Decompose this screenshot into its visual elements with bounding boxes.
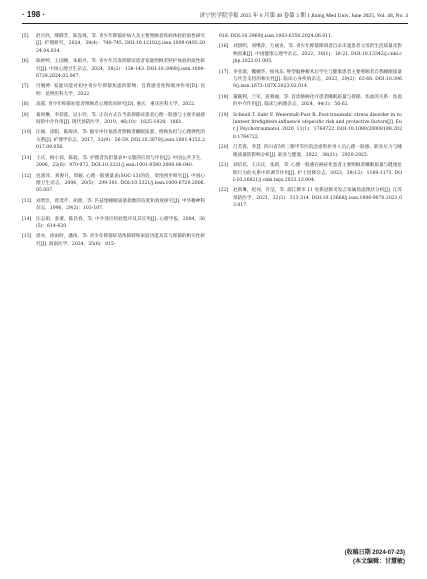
reference-number: [12]	[22, 173, 32, 179]
reference-text: 王庆，杨小琼，陈骁，等. 护理者负担量表中文版的应用与评价[J]. 中国公共卫生，2006，22(8)：970-972. DOI:10.3321/j.issn:1001-0580.2006.08.040.	[36, 155, 205, 169]
reference-text: 刘创明，刘继萍，万丽贞，等. 青少年抑郁障碍者自杀未遂患者父母的生活质量及影响因素[J]. 中国健康心理学杂志，2022，30(1)：18-21. DOI:10.13342/j.cnki.cjhp.2022.01.005.	[233, 44, 402, 65]
running-header	[22, 9, 408, 24]
reference-item	[22, 129, 205, 151]
reference-item	[219, 94, 402, 109]
reference-text: 葛珂琳，李彩莲，吴小玲，等. 正向方式在当前抑郁症患者心理一般感与主观幸福感间的中介作用[J]. 现代预防医学，2019，46(10)：1825-1828，1861.	[36, 112, 205, 126]
reference-item	[219, 187, 402, 209]
reference-text: 陈婷婷，王国刚，朱娟丹，等. 青少年首发抑郁症患者家庭照顾者照护体验的质性研究[J]. 中国心理卫生杂志，2024，38(2)：138-143. DOI:10.3969/j.issn.1000-6729.2024.02.007.	[36, 59, 205, 80]
reference-continuation: 818. DOI:10.3969/j.issn.1003-6350.2024.06.011.	[219, 34, 333, 39]
reference-number: [13]	[22, 198, 32, 204]
reference-text: 李亚珉，魏婉华，杨凤东. 脊型脑肿瘤术后学生与健康患者主要照顾者自我睡眠质量与社会支持的相关性[J]. 临床心身疾病杂志，2023，29(2)：63-66. DOI:10.3969/j.issn.1672-187X.2023.02.014.	[233, 69, 402, 90]
reference-text: 汪志娟，张蕾，陈昌春，等. 中介效应检验程序及其应用[J]. 心理学报，2004，36(5)：614-620.	[36, 216, 205, 229]
reference-item	[22, 173, 205, 195]
reference-item	[22, 233, 205, 248]
reference-number: [19]	[219, 112, 229, 118]
left-reference-column	[22, 33, 205, 251]
reference-number: [5]	[22, 34, 29, 39]
reference-number: [6]	[22, 59, 29, 65]
reference-text: 董颖利，兰军，蒋燕丽，等. 首诊肺癌化疗患者睡眠质量与抑郁、焦虑的关系：焦虑的中介作用[J]. 临床与病理杂志，2024，44(1)：56-62.	[233, 94, 402, 108]
reference-item	[22, 58, 205, 80]
reference-text: Schnell T, Suhr F, Weierstall-Pust R. Post-traumatic stress disorder in volunteer firefighters:influence ofspecific risk and protective factors[J]. Eur J Psychotraumatol, 2020, 11(1)：1764722. DOI:10.1080/20008198.2020.1764722.	[233, 112, 402, 140]
reference-text: 吕芙蓉，李慧. 四川省5所三级甲等医院急诊科医务人员心理一般感、职业压力与睡眠质量的影响分析[J]. 职业与健康，2022，38(21)：2920-2925.	[233, 145, 402, 158]
reference-text: 赵月欣，缪静芳，陈连珠，等. 青少年抑郁症病人及主要照顾者疾病体验的质性研究[J]. 护理研究，2024，38(4)：740-745. DOI:10.12102/j.issn.1009-6493.2024.04.034.	[36, 34, 205, 54]
reference-text: 高霞. 青少年抑郁症患者照顾者心理状况研究[D]. 重庆：重庆医科大学，2022.	[36, 102, 196, 108]
reference-number: [20]	[219, 145, 229, 151]
reference-item	[219, 112, 402, 142]
reference-text: 汪丽，徐阳，陈海涛，等. 脑卒中住福患者照顾者睡眠质量、照顾负担与心理弹性的关系[J]. 护理学杂志，2017，32(9)：56-59. DOI:10.3870/j.issn.1001-4152.2017.09.056.	[36, 130, 205, 151]
editor-line: (本文编辑：甘慧敏)	[353, 559, 405, 565]
reference-number: [9]	[22, 112, 29, 118]
page-number: · 198 ·	[22, 10, 46, 19]
reference-number: [17]	[219, 69, 229, 75]
reference-item	[22, 198, 205, 213]
reference-item	[219, 69, 402, 91]
reference-text: 赵新琳，赵何，许莹，等. 浦江佛市 11 处新冠肺炎发言家属焦虑现状分析[J]. 江苏预防医学，2021，32(3)：313-314. DOI:10.13668/j.issn.1006-9070.2021.03.017.	[233, 188, 402, 209]
reference-item	[22, 216, 205, 231]
right-reference-column	[219, 33, 402, 213]
reference-item	[22, 83, 205, 98]
reference-item	[22, 33, 205, 55]
reference-number: [18]	[219, 94, 229, 100]
reference-number: [7]	[22, 84, 29, 90]
reference-number: [21]	[219, 163, 229, 169]
reference-number: [10]	[22, 130, 32, 136]
reference-text: 唐亦，徐雨时，潘汤，等. 青少年抑郁症适体障碍和家庭功能及其与抑郁的相关性研究[J]. 海南医学，2024，35(6)：815-	[36, 234, 205, 247]
reference-item	[219, 43, 402, 65]
reference-number: [16]	[219, 44, 229, 50]
article-meta	[345, 549, 405, 567]
reference-item	[22, 101, 205, 108]
reference-text: 付婉婷. 家庭功能对初中青少年抑郁焦虑的影响：自我感受度和缓冲作用[D]. 昆明：昆明医科大学，2022.	[36, 84, 205, 97]
reference-number: [8]	[22, 102, 29, 108]
reference-item	[219, 144, 402, 159]
reference-item	[219, 162, 402, 184]
received-date: (收稿日期 2024-07-23)	[344, 550, 405, 556]
reference-text: 包蕾萍，刘俊升，周颖. 心理一般感量表(SOC-13)的信、效度初步研究[J]. 中国心理卫生杂志，2006，20(5)：299-301. DOI:10.3321/j.issn:1000-6729.2006.05.007.	[36, 173, 205, 194]
reference-number: [15]	[22, 234, 32, 240]
journal-citation-line: 济宁医学院学报 2025 年 6 月第 48 卷第 3 期 J Jining Med Univ, June 2025, Vol. 48, No. 3	[199, 13, 408, 19]
reference-number: [22]	[219, 188, 229, 194]
reference-number: [14]	[22, 216, 32, 222]
reference-item	[22, 112, 205, 127]
reference-text: 刘培培，王庆庆，张莉，等. 心理一般感在癌症化患者主要照顾者睡眠质量与健康危险行为的关系中的调节作用[J]. 护士进修杂志，2023，38(13)：1169-1173. DOI:10.16821/j.cnki.hsjx.2023.13.004.	[233, 163, 402, 183]
reference-number: [11]	[22, 155, 32, 161]
reference-item	[22, 155, 205, 170]
reference-text: 刘贤臣，唐茂芹，胡蕾，等. 匹兹堡睡眠质量指数的信度和效度研究[J]. 中华精神科杂志，1996，29(2)：103-107.	[36, 198, 205, 212]
